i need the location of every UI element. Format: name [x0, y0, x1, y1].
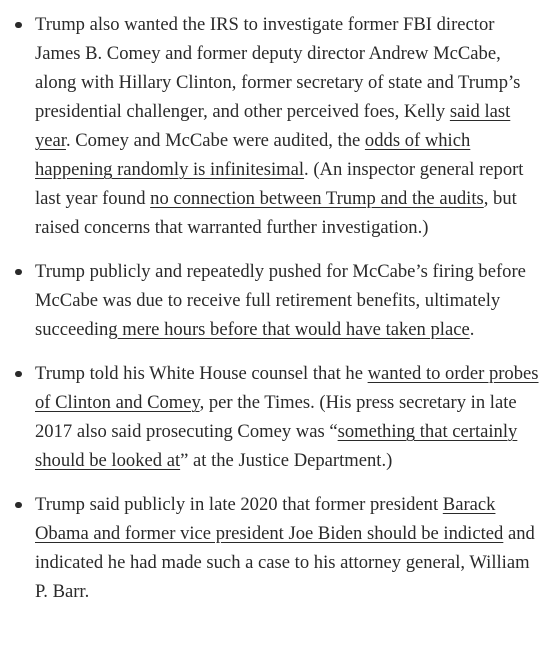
- link-mere-hours[interactable]: mere hours before that would have taken place: [117, 319, 470, 340]
- bullet-point-icon: [15, 22, 22, 29]
- link-probes-clinton-comey[interactable]: wanted to order probes of Clinton and Comey: [35, 363, 539, 413]
- text-segment: Trump also wanted the IRS to investigate former FBI director James B. Comey and former deputy director Andrew McCabe, along with Hillary Clinton, former secretary of state and Trump’s presidential challenger, and other perceived foes, Kelly: [35, 14, 521, 122]
- text-segment: , but raised concerns that warranted further investigation.): [35, 188, 517, 238]
- text-segment: and indicated he had made such a case to his attorney general, William P. Barr.: [35, 523, 535, 602]
- bullet-list: [0, 10, 551, 606]
- list-item: [0, 10, 551, 242]
- link-looked-at[interactable]: something that certainly should be looked at: [35, 421, 518, 471]
- text-segment: Trump publicly and repeatedly pushed for McCabe’s firing before McCabe was due to receive full retirement benefits, ultimately succeeding: [35, 261, 526, 340]
- text-segment: . (An inspector general report last year found: [35, 159, 524, 209]
- article-body: [0, 10, 551, 621]
- link-no-connection[interactable]: no connection between Trump and the audits: [150, 188, 484, 209]
- text-segment: Trump said publicly in late 2020 that former president: [35, 494, 443, 515]
- bullet-point-icon: [15, 269, 22, 276]
- bullet-point-icon: [15, 502, 22, 509]
- link-said-last-year[interactable]: said last year: [35, 101, 511, 151]
- link-obama-biden-indicted[interactable]: Barack Obama and former vice president Joe Biden should be indicted: [35, 494, 504, 544]
- list-item: [0, 257, 551, 344]
- text-segment: .: [469, 319, 475, 340]
- list-item: [0, 359, 551, 475]
- bullet-point-icon: [15, 371, 22, 378]
- link-odds-infinitesimal[interactable]: odds of which happening randomly is infinitesimal: [35, 130, 471, 180]
- text-segment: . Comey and McCabe were audited, the: [65, 130, 365, 151]
- text-segment: ” at the Justice Department.): [180, 450, 393, 471]
- text-segment: Trump told his White House counsel that he: [35, 363, 368, 384]
- text-segment: , per the Times. (His press secretary in late 2017 also said prosecuting Comey was “: [35, 392, 517, 442]
- list-item: [0, 490, 551, 606]
